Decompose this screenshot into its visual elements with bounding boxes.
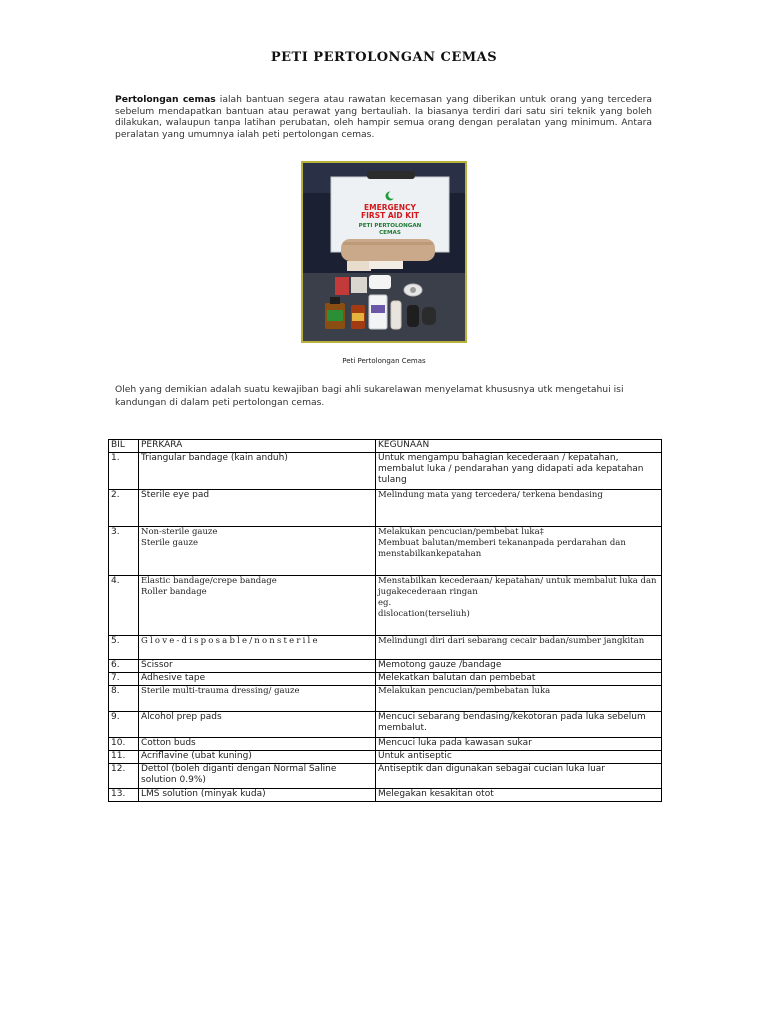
cell-perkara: Alcohol prep pads bbox=[139, 712, 376, 738]
cell-bil: 9. bbox=[109, 712, 139, 738]
body-paragraph: Oleh yang demikian adalah suatu kewajiban bagi ahli sukarelawan menyelamat khususnya utk mengetahui isi kandungan di dalam peti pertolongan cemas. bbox=[115, 384, 624, 408]
cell-kegunaan: Melekatkan balutan dan pembebat bbox=[376, 673, 662, 686]
table-row bbox=[109, 789, 662, 802]
cell-kegunaan: Melegakan kesakitan otot bbox=[376, 789, 662, 802]
intro-text: ialah bantuan segera atau rawatan kecemasan yang diberikan untuk orang yang tercedera sebelum mendapatkan bantuan atau perawat yang bertauliah. Ia biasanya terdiri dari satu siri teknik yang boleh dilakukan, walaupun tanpa latihan perubatan, oleh hampir semua orang dengan peralatan yang minimum. Antara peralatan yang umumnya ialah peti pertolongan cemas. bbox=[115, 94, 652, 141]
cell-perkara: Elastic bandage/crepe bandage Roller bandage bbox=[139, 576, 376, 636]
cell-perkara: Acriflavine (ubat kuning) bbox=[139, 751, 376, 764]
table-header-row bbox=[109, 440, 662, 453]
intro-term: Pertolongan cemas bbox=[115, 94, 216, 105]
cell-bil: 3. bbox=[109, 527, 139, 576]
cell-kegunaan: Melakukan pencucian/pembebatan luka bbox=[376, 686, 662, 712]
cell-bil: 1. bbox=[109, 453, 139, 490]
page-title: PETI PERTOLONGAN CEMAS bbox=[270, 50, 498, 65]
cell-bil: 11. bbox=[109, 751, 139, 764]
header-kegunaan: KEGUNAAN bbox=[376, 440, 662, 453]
box-label-peti: PETI PERTOLONGAN bbox=[358, 223, 422, 229]
table-row bbox=[109, 453, 662, 490]
first-aid-items-table bbox=[108, 439, 662, 802]
photo-caption: Peti Pertolongan Cemas bbox=[342, 357, 426, 365]
box-label-cemas: CEMAS bbox=[379, 230, 401, 236]
cell-bil: 5. bbox=[109, 636, 139, 660]
cell-kegunaan: Antiseptik dan digunakan sebagai cucian luka luar bbox=[376, 764, 662, 789]
table-row bbox=[109, 660, 662, 673]
cell-perkara: Sterile multi-trauma dressing/ gauze bbox=[139, 686, 376, 712]
table-row bbox=[109, 738, 662, 751]
table-row bbox=[109, 751, 662, 764]
cell-kegunaan: Melindungi diri dari sebarang cecair badan/sumber jangkitan bbox=[376, 636, 662, 660]
cell-bil: 6. bbox=[109, 660, 139, 673]
cell-kegunaan: Melakukan pencucian/pembebat luka‡ Membuat balutan/memberi tekananpada perdarahan dan menstabilkankepatahan bbox=[376, 527, 662, 576]
cell-perkara: Adhesive tape bbox=[139, 673, 376, 686]
header-perkara: PERKARA bbox=[139, 440, 376, 453]
cell-kegunaan: Untuk mengampu bahagian kecederaan / kepatahan, membalut luka / pendarahan yang didapati ada kepatahan tulang bbox=[376, 453, 662, 490]
table-row bbox=[109, 673, 662, 686]
table-row bbox=[109, 686, 662, 712]
cell-perkara: Non-sterile gauze Sterile gauze bbox=[139, 527, 376, 576]
table-row bbox=[109, 636, 662, 660]
cell-perkara: Triangular bandage (kain anduh) bbox=[139, 453, 376, 490]
cell-perkara: Glove-disposable/nonsterile bbox=[139, 636, 376, 660]
cell-perkara: Cotton buds bbox=[139, 738, 376, 751]
cell-kegunaan: Memotong gauze /bandage bbox=[376, 660, 662, 673]
cell-bil: 4. bbox=[109, 576, 139, 636]
cell-perkara: Dettol (boleh diganti dengan Normal Saline solution 0.9%) bbox=[139, 764, 376, 789]
table-row bbox=[109, 527, 662, 576]
cell-bil: 13. bbox=[109, 789, 139, 802]
cell-bil: 10. bbox=[109, 738, 139, 751]
cell-kegunaan: Untuk antiseptic bbox=[376, 751, 662, 764]
cell-kegunaan: Mencuci sebarang bendasing/kekotoran pada luka sebelum membalut. bbox=[376, 712, 662, 738]
first-aid-kit-illustration bbox=[303, 163, 465, 341]
box-label-first-aid-kit: FIRST AID KIT bbox=[361, 211, 419, 220]
intro-paragraph bbox=[115, 94, 652, 141]
cell-bil: 2. bbox=[109, 490, 139, 527]
cell-kegunaan: Menstabilkan kecederaan/ kepatahan/ untuk membalut luka dan jugakecederaan ringan eg. dislocation(terseliuh) bbox=[376, 576, 662, 636]
cell-perkara: Sterile eye pad bbox=[139, 490, 376, 527]
cell-kegunaan: Melindung mata yang tercedera/ terkena bendasing bbox=[376, 490, 662, 527]
cell-perkara: LMS solution (minyak kuda) bbox=[139, 789, 376, 802]
header-bil: BIL bbox=[109, 440, 139, 453]
table-row bbox=[109, 490, 662, 527]
cell-bil: 12. bbox=[109, 764, 139, 789]
first-aid-kit-photo bbox=[301, 161, 467, 343]
cell-bil: 7. bbox=[109, 673, 139, 686]
cell-kegunaan: Mencuci luka pada kawasan sukar bbox=[376, 738, 662, 751]
table-row bbox=[109, 764, 662, 789]
cell-bil: 8. bbox=[109, 686, 139, 712]
cell-perkara: Scissor bbox=[139, 660, 376, 673]
box-label-emergency: EMERGENCY bbox=[364, 203, 416, 212]
table-row bbox=[109, 712, 662, 738]
table-row bbox=[109, 576, 662, 636]
